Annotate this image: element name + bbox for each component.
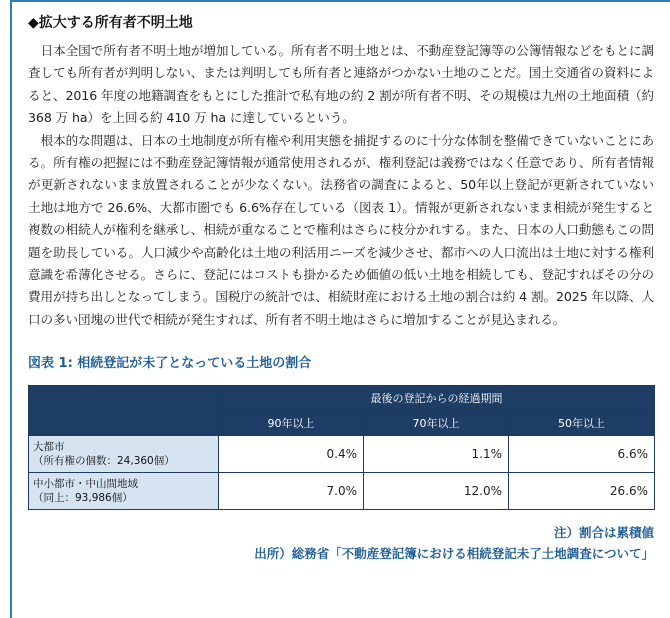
row-label-major-cities bbox=[29, 436, 219, 473]
table-cell: 1.1% bbox=[364, 436, 509, 473]
table-row bbox=[29, 436, 655, 473]
column-header-50: 50年以上 bbox=[509, 411, 655, 436]
table-cell: 0.4% bbox=[219, 436, 364, 473]
column-header-70: 70年以上 bbox=[364, 411, 509, 436]
frame-left-border bbox=[10, 0, 12, 618]
article-content bbox=[28, 8, 654, 564]
row-label-detail: （同上：93,986個） bbox=[33, 492, 133, 505]
row-label-title: 中小都市・中山間地域 bbox=[33, 478, 138, 491]
inheritance-registration-table bbox=[28, 385, 655, 510]
table-cell: 26.6% bbox=[509, 473, 655, 510]
frame-top-border bbox=[10, 0, 670, 2]
table-cell: 7.0% bbox=[219, 473, 364, 510]
row-label-title: 大都市 bbox=[33, 441, 65, 454]
figure-title: 図表 1: 相続登記が未了となっている土地の割合 bbox=[28, 356, 312, 372]
table-note: 注）割合は累積値 bbox=[553, 525, 654, 541]
table-cell: 6.6% bbox=[509, 436, 655, 473]
column-header-90: 90年以上 bbox=[219, 411, 364, 436]
section-heading: ◆拡大する所有者不明土地 bbox=[28, 15, 193, 31]
row-label-small-cities bbox=[29, 473, 219, 510]
table-group-header: 最後の登記からの経過期間 bbox=[219, 386, 655, 411]
table-row bbox=[29, 473, 655, 510]
table-cell: 12.0% bbox=[364, 473, 509, 510]
table-corner bbox=[29, 386, 219, 436]
paragraph-2: 根本的な問題は、日本の土地制度が所有権や利用実態を捕捉するのに十分な体制を整備できていないことにある。所有権の把握には不動産登記簿情報が通常使用されるが、権利登記は義務ではなく任意であり、所有者情報が更新されないまま放置されることが少なくない。法務省の調査によると、50年以上登記が更新されていない土地は地方で 26.6%、大都市圏でも 6.6%存在している（図表 1）。情報が更新されないまま相続が発生すると複数の相続人が権利を継承し、相続が重なることで権利はさらに枝分かれする。また、日本の人口動態もこの問題を助長している。人口減少や高齢化は土地の利活用ニーズを減少させ、都市への人口流出は土地に対する権利意識を希薄化させる。さらに、登記にはコストも掛かるため価値の低い土地を相続しても、登記すればその分の費用が持ち出しとなってしまう。国税庁の統計では、相続財産における土地の割合は約 4 割。2025 年以降、人口の多い団塊の世代で相続が発生すれば、所有者不明土地はさらに増加することが見込まれる。 bbox=[28, 132, 654, 327]
table-source: 出所）総務省「不動産登記簿における相続登記未了土地調査について」 bbox=[254, 546, 654, 562]
row-label-detail: （所有権の個数：24,360個） bbox=[33, 455, 175, 468]
paragraph-1: 日本全国で所有者不明土地が増加している。所有者不明土地とは、不動産登記簿等の公簿情報などをもとに調査しても所有者が判明しない、または判明しても所有者と連絡がつかない土地のことだ。国土交通省の資料によると、2016 年度の地籍調査をもとにした推計で私有地の約 2 割が所有者不明、その規模は九州の土地面積（約 368 万 ha）を上回る約 410 万 ha に達しているという。 bbox=[28, 43, 654, 126]
